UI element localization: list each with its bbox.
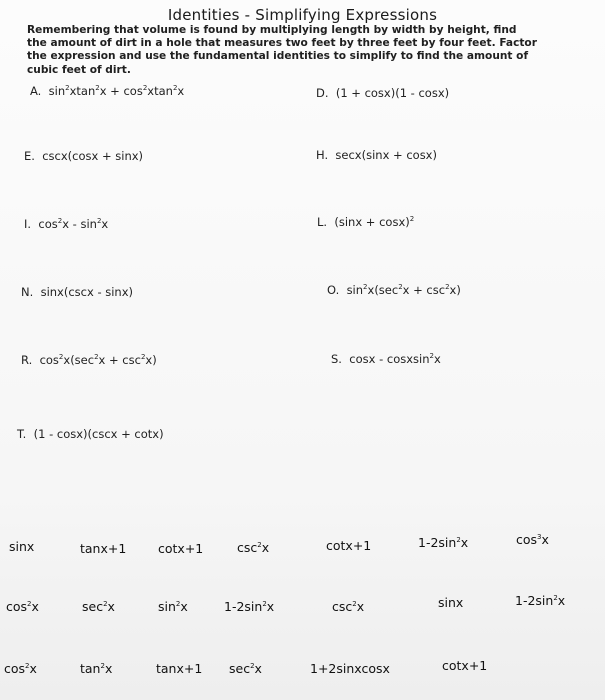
expression-text: x bbox=[460, 535, 469, 550]
instructions: Remembering that volume is found by multiplying length by width by height, find the amount of dirt in a hole that measures two feet by three feet by four feet. Factor the expression and use the fundamental identities to simplify to find the amount of cubic feet of dirt. bbox=[27, 24, 537, 76]
answer-item bbox=[229, 661, 262, 676]
answer-item bbox=[82, 599, 115, 614]
expression-text: cosx - cosxsin bbox=[349, 352, 430, 366]
expression-text: x bbox=[434, 352, 441, 366]
problem-label: I. bbox=[24, 217, 32, 231]
expression-text: x bbox=[31, 599, 39, 614]
problem-r bbox=[21, 353, 157, 367]
answer-item bbox=[158, 541, 203, 556]
expression-text: cos bbox=[38, 217, 58, 231]
expression-text: sinx bbox=[438, 595, 464, 610]
exponent: 2 bbox=[262, 600, 267, 608]
exponent: 2 bbox=[95, 84, 100, 92]
exponent: 2 bbox=[25, 662, 30, 670]
answer-item bbox=[4, 661, 37, 676]
answer-item bbox=[158, 599, 188, 614]
exponent: 2 bbox=[456, 536, 461, 544]
expression-text: cos bbox=[39, 353, 59, 367]
exponent: 2 bbox=[100, 662, 105, 670]
expression-text: x + cos bbox=[99, 84, 143, 98]
expression-text: sin bbox=[158, 599, 176, 614]
expression-text: csc bbox=[237, 540, 258, 555]
expression-text: 1+2sinxcosx bbox=[310, 661, 390, 676]
answer-item bbox=[438, 595, 463, 610]
answer-item bbox=[418, 535, 468, 550]
problem-t bbox=[17, 427, 164, 441]
expression-text: cotx+1 bbox=[158, 541, 204, 556]
expression-text: sin bbox=[48, 84, 66, 98]
expression-text: cos bbox=[4, 661, 26, 676]
exponent: 2 bbox=[140, 353, 146, 361]
expression-text: sec bbox=[82, 599, 104, 614]
expression-text: x bbox=[266, 599, 275, 614]
expression-text: cotx+1 bbox=[442, 658, 488, 673]
expression-text: cos bbox=[6, 599, 28, 614]
problem-l bbox=[317, 215, 414, 229]
exponent: 2 bbox=[250, 662, 255, 670]
expression-text: csc bbox=[332, 599, 353, 614]
expression-text: sinx bbox=[9, 539, 35, 554]
problem-label: E. bbox=[24, 149, 35, 163]
answer-item bbox=[332, 599, 364, 614]
problem-label: N. bbox=[21, 285, 34, 299]
expression-text: x bbox=[356, 599, 365, 614]
problem-label: T. bbox=[17, 427, 27, 441]
exponent: 2 bbox=[27, 600, 32, 608]
expression-text: cotx+1 bbox=[326, 538, 372, 553]
expression-text: x + csc bbox=[402, 283, 446, 297]
problem-label: S. bbox=[331, 352, 342, 366]
exponent: 2 bbox=[94, 353, 99, 361]
problem-label: H. bbox=[316, 148, 329, 162]
exponent: 2 bbox=[103, 600, 108, 608]
expression-text: x - sin bbox=[62, 217, 97, 231]
expression-text: tan bbox=[80, 661, 101, 676]
exponent: 2 bbox=[57, 217, 63, 225]
problem-label: L. bbox=[317, 215, 328, 229]
problem-label: O. bbox=[327, 283, 340, 297]
expression-text: x bbox=[254, 661, 262, 676]
expression-text: x bbox=[107, 599, 115, 614]
expression-text: x bbox=[180, 599, 188, 614]
problem-a bbox=[30, 84, 184, 98]
exponent: 2 bbox=[553, 594, 558, 602]
exponent: 2 bbox=[445, 283, 450, 291]
expression-text: (1 - cosx)(cscx + cotx) bbox=[33, 427, 164, 441]
problem-n bbox=[21, 285, 133, 299]
exponent: 2 bbox=[172, 84, 178, 92]
exponent: 3 bbox=[537, 533, 542, 541]
answer-item bbox=[515, 593, 565, 608]
problem-label: R. bbox=[21, 353, 33, 367]
answer-item bbox=[6, 599, 39, 614]
expression-text: xtan bbox=[69, 84, 96, 98]
expression-text: (sinx + cosx) bbox=[334, 215, 410, 229]
expression-text: x(sec bbox=[63, 353, 95, 367]
exponent: 2 bbox=[257, 541, 262, 549]
problem-o bbox=[327, 283, 461, 297]
expression-text: x bbox=[261, 540, 270, 555]
expression-text: x bbox=[557, 593, 566, 608]
answer-item bbox=[237, 540, 269, 555]
answer-item bbox=[442, 658, 487, 673]
expression-text: sinx(cscx - sinx) bbox=[40, 285, 134, 299]
exponent: 2 bbox=[352, 600, 357, 608]
exponent: 2 bbox=[363, 283, 368, 291]
expression-text: x bbox=[541, 532, 549, 547]
expression-text: (1 + cosx)(1 - cosx) bbox=[335, 86, 450, 100]
expression-text: x) bbox=[145, 353, 157, 367]
problem-h bbox=[316, 148, 437, 162]
exponent: 2 bbox=[65, 84, 70, 92]
expression-text: 1-2sin bbox=[224, 599, 263, 614]
answer-item bbox=[80, 661, 112, 676]
answer-item bbox=[326, 538, 371, 553]
expression-text: tanx+1 bbox=[80, 541, 127, 556]
answer-item bbox=[224, 599, 274, 614]
problem-i bbox=[24, 217, 108, 231]
expression-text: tanx+1 bbox=[156, 661, 203, 676]
expression-text: x bbox=[101, 217, 109, 231]
exponent: 2 bbox=[175, 600, 181, 608]
expression-text: 1-2sin bbox=[515, 593, 554, 608]
page-title: Identities - Simplifying Expressions bbox=[167, 6, 438, 24]
answer-item bbox=[9, 539, 34, 554]
exponent: 2 bbox=[142, 84, 148, 92]
expression-text: x(sec bbox=[367, 283, 399, 297]
exponent: 2 bbox=[409, 215, 415, 223]
expression-text: cos bbox=[516, 532, 538, 547]
problem-s bbox=[331, 352, 441, 366]
answer-item bbox=[80, 541, 126, 556]
exponent: 2 bbox=[429, 352, 434, 360]
expression-text: sin bbox=[346, 283, 364, 297]
answer-item bbox=[156, 661, 202, 676]
problem-e bbox=[24, 149, 143, 163]
expression-text: x bbox=[104, 661, 113, 676]
exponent: 2 bbox=[96, 217, 102, 225]
answer-item bbox=[310, 661, 390, 676]
expression-text: 1-2sin bbox=[418, 535, 457, 550]
answer-item bbox=[516, 532, 549, 547]
exponent: 2 bbox=[58, 353, 64, 361]
exponent: 2 bbox=[398, 283, 403, 291]
problem-d bbox=[316, 86, 449, 100]
expression-text: x bbox=[177, 84, 185, 98]
expression-text: cscx(cosx + sinx) bbox=[42, 149, 144, 163]
problem-label: A. bbox=[30, 84, 42, 98]
expression-text: xtan bbox=[147, 84, 173, 98]
expression-text: sec bbox=[229, 661, 251, 676]
problem-label: D. bbox=[316, 86, 329, 100]
expression-text: x) bbox=[449, 283, 461, 297]
expression-text: x bbox=[29, 661, 37, 676]
expression-text: x + csc bbox=[98, 353, 141, 367]
expression-text: secx(sinx + cosx) bbox=[335, 148, 437, 162]
